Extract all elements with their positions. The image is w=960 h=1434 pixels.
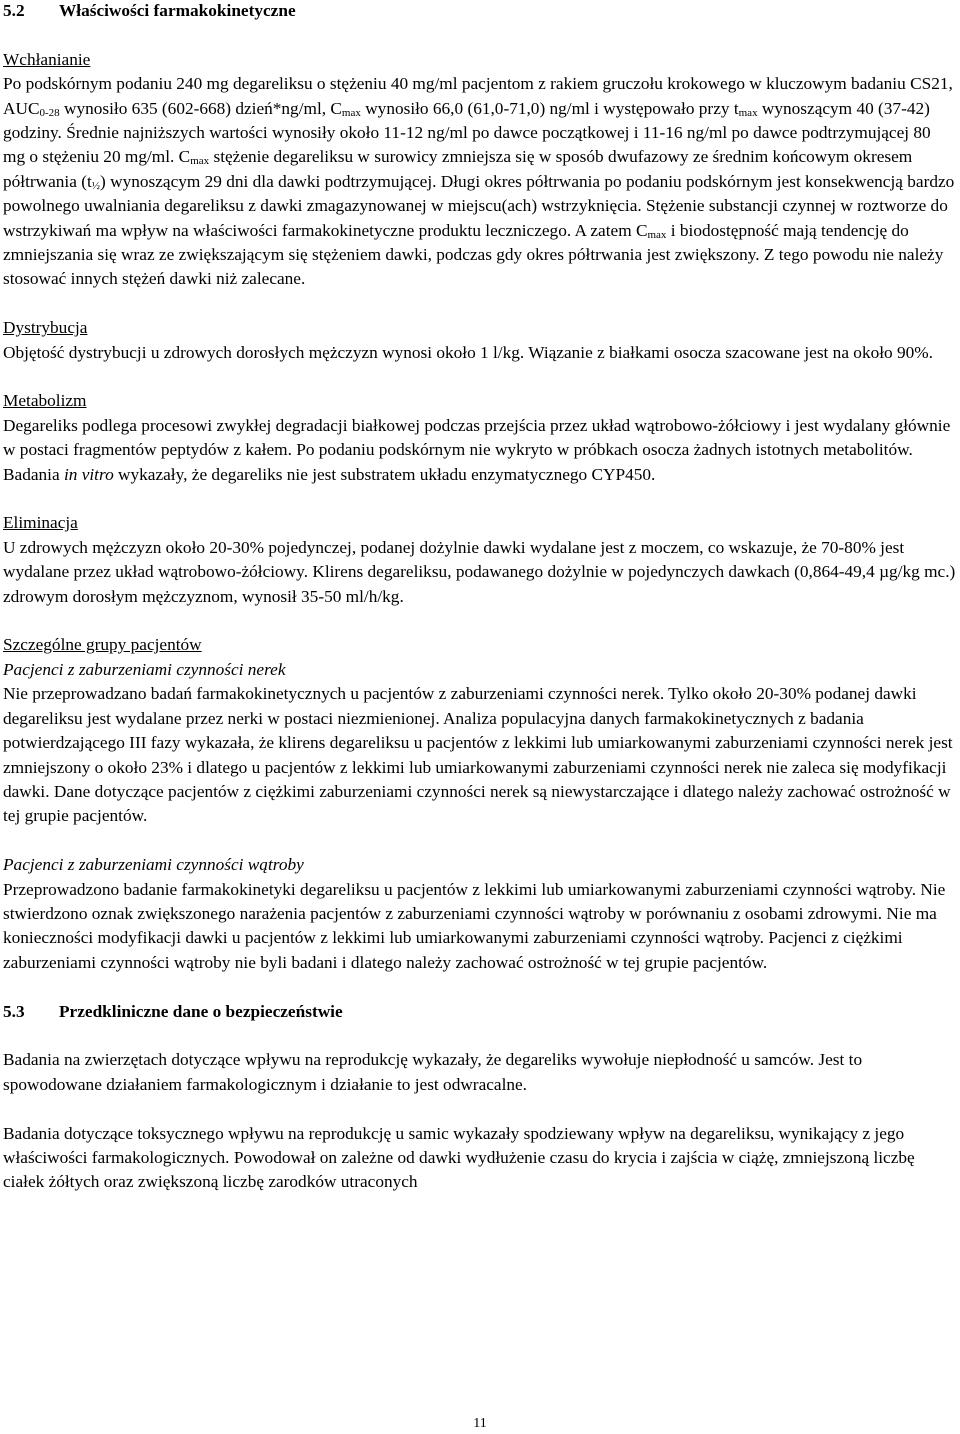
- paragraph-eliminacja: U zdrowych mężczyzn około 20-30% pojedynczej, podanej dożylnie dawki wydalane jest z moczem, co wskazuje, że 70-80% jest wydalane przez układ wątrobowo-żółciowy. Klirens degareliksu, podawanego dożylnie w pojedynczych dawkach (0,864-49,4 µg/kg mc.) zdrowym dorosłym mężczyznom, wynosił 35-50 ml/h/kg.: [3, 537, 956, 606]
- subheading-eliminacja: Eliminacja: [3, 513, 78, 533]
- paragraph-metabolizm: Degareliks podlega procesowi zwykłej degradacji białkowej podczas przejścia przez układ wątrobowo-żółciowy i jest wydalany głównie w postaci fragmentów peptydów z kałem. Po podaniu podskórnym nie wykryto w próbkach osocza żadnych istotnych metabolitów. Badania in vitro wykazały, że degareliks nie jest substratem układu enzymatycznego CYP450.: [3, 415, 951, 484]
- spacer: [3, 1097, 957, 1121]
- subheading-dystrybucja: Dystrybucja: [3, 318, 88, 338]
- paragraph-dystrybucja: Objętość dystrybucji u zdrowych dorosłych mężczyzn wynosi około 1 l/kg. Wiązanie z białkami osocza szacowane jest na około 90%.: [3, 342, 933, 362]
- section-title: Przedkliniczne dane o bezpieczeństwie: [59, 1001, 343, 1021]
- subheading-wchlanianie: Wchłanianie: [3, 49, 91, 69]
- subheading-nerki: Pacjenci z zaburzeniami czynności nerek: [3, 659, 286, 679]
- spacer: [3, 487, 957, 511]
- paragraph-wchlanianie: Po podskórnym podaniu 240 mg degareliksu o stężeniu 40 mg/ml pacjentom z rakiem gruczołu krokowego w kluczowym badaniu CS21, $AUC_{0-28}$ wynosiło 635 (602-668) dzień*ng/ml, $C_{max}$ wynosiło 66,0 (61,0-71,0) ng/ml i występowało przy $t_{max}$ wynoszącym 40 (37-42) godziny. Średnie najniższych wartości wynosiły około 11-12 ng/ml po dawce początkowej i 11-16 ng/ml po dawce podtrzymującej 80 mg o stężeniu 20 mg/ml. $C_{max}$ stężenie degareliksu w surowicy zmniejsza się w sposób dwufazowy ze średnim końcowym okresem półtrwania $(t_{\frac{1}{2}})$ wynoszącym 29 dni dla dawki podtrzymującej. Długi okres półtrwania po podaniu podskórnym jest konsekwencją bardzo powolnego uwalniania degareliksu z dawki zmagazynowanej w miejscu(ach) wstrzyknięcia. Stężenie substancji czynnej w roztworze do wstrzykiwań ma wpływ na właściwości farmakokinetyczne produktu leczniczego. A zatem $C_{max}$ i biodostępność mają tendencję do zmniejszania się wraz ze zwiększającym się stężeniem dawki, podczas gdy okres półtrwania jest zwiększony. Z tego powodu nie należy stosować innych stężeń dawki niż zalecane.: [3, 74, 955, 289]
- document-page: [3, 0, 957, 1195]
- subheading-watroba: Pacjenci z zaburzeniami czynności wątroby: [3, 855, 304, 875]
- section-heading-5-3: [3, 1000, 957, 1024]
- paragraph-watroba: Przeprowadzono badanie farmakokinetyki degareliksu u pacjentów z lekkimi lub umiarkowanymi zaburzeniami czynności wątroby. Nie stwierdzono oznak zwiększonego narażenia pacjentów z zaburzeniami czynności wątroby w porównaniu z osobami zdrowymi. Nie ma konieczności modyfikacji dawki u pacjentów z lekkimi lub umiarkowanymi zaburzeniami czynności wątroby. Pacjenci z ciężkimi zaburzeniami czynności wątroby nie byli badani i dlatego należy zachować ostrożność w tej grupie pacjentów.: [3, 879, 946, 972]
- paragraph-przedkliniczne-2: Badania dotyczące toksycznego wpływu na reprodukcję u samic wykazały spodziewany wpływ na degareliksu, wynikający z jego właściwości farmakologicznych. Powodował on zależne od dawki wydłużenie czasu do krycia i zajścia w ciążę, zmniejszoną liczbę ciałek żółtych oraz zwiększoną liczbę zarodków utraconych: [3, 1123, 915, 1192]
- section-title: Właściwości farmakokinetyczne: [59, 1, 296, 20]
- section-heading-5-2: [3, 0, 957, 23]
- paragraph-przedkliniczne-1: Badania na zwierzętach dotyczące wpływu na reprodukcję wykazały, że degareliks wywołuje niepłodność u samców. Jest to spowodowane działaniem farmakologicznym i działanie to jest odwracalne.: [3, 1050, 863, 1094]
- spacer: [3, 829, 957, 853]
- section-number: 5.3: [3, 1001, 25, 1021]
- spacer: [3, 609, 957, 633]
- subheading-szczegolne-grupy: Szczególne grupy pacjentów: [3, 635, 202, 655]
- subheading-metabolizm: Metabolizm: [3, 391, 87, 411]
- spacer: [3, 292, 957, 316]
- paragraph-nerki: Nie przeprowadzano badań farmakokinetycznych u pacjentów z zaburzeniami czynności nerek. Tylko około 20-30% podanej dawki degareliksu jest wydalane przez nerki w postaci niezmienionej. Analiza populacyjna danych farmakokinetycznych z badania potwierdzającego III fazy wykazała, że klirens degareliksu u pacjentów z lekkimi lub umiarkowanymi zaburzeniami czynności nerek jest zmniejszony o około 23% i dlatego u pacjentów z lekkimi lub umiarkowanymi zaburzeniami czynności nerek nie zaleca się modyfikacji dawki. Dane dotyczące pacjentów z ciężkimi zaburzeniami czynności nerek są niewystarczające i dlatego należy zachować ostrożność w tej grupie pacjentów.: [3, 684, 953, 826]
- spacer: [3, 365, 957, 389]
- section-number: 5.2: [3, 1, 25, 20]
- spacer: [3, 1024, 957, 1048]
- spacer: [3, 975, 957, 999]
- page-number: 11: [473, 1416, 487, 1431]
- spacer: [3, 23, 957, 47]
